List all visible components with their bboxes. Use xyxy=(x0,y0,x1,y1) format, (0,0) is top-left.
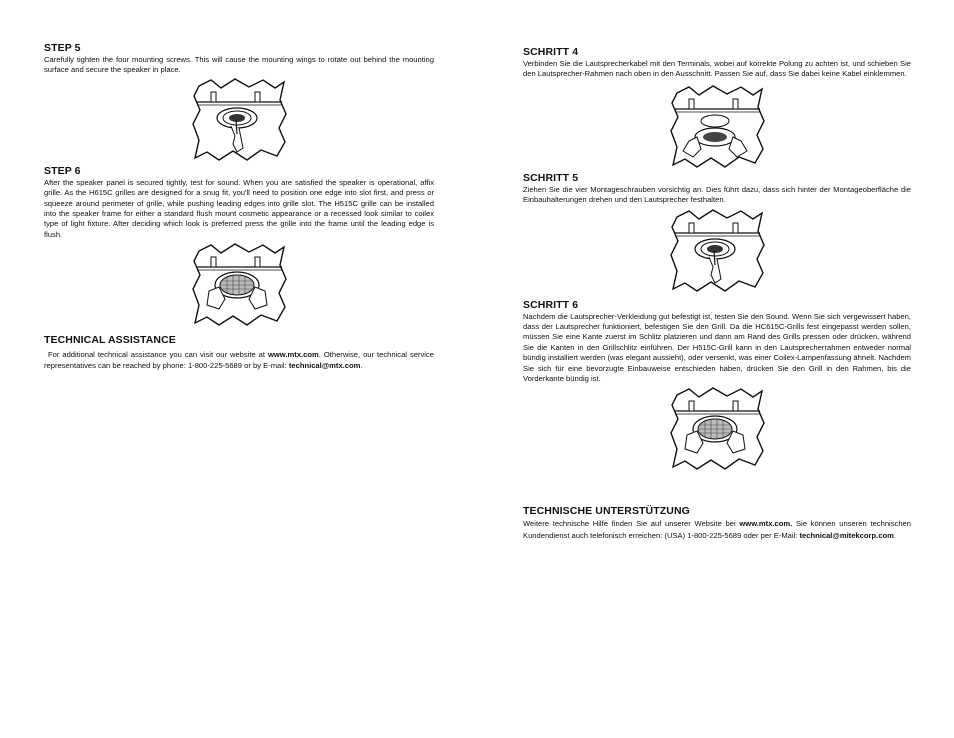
technical-assistance-section xyxy=(44,334,434,371)
technische-unterstuetzung-section xyxy=(523,505,911,541)
email-link-de[interactable]: technical@mitekcorp.com xyxy=(799,530,894,540)
schritt-6-heading: SCHRITT 6 xyxy=(523,298,579,311)
speaker-insert-illustration xyxy=(669,85,765,169)
left-column xyxy=(44,42,434,371)
schritt-6-text: Nachdem die Lautsprecher-Verkleidung gut befestigt ist, testen Sie den Sound. Wenn Sie sich vergewissert haben, dass der Lautsprecher funktioniert, befestigen Sie den Grill. Da die HC615C-Grills fest eingepasst werden sollen, müssen Sie eine Kante zuerst im Schlitz platzieren und dann am Rand des Grills pressen oder drücken, während Sie die Kanten in den Grillschlitz einführen. Der H515C-Grill kann in den Lautsprecherrahmen entweder normal bündig installiert werden (was elegant aussieht), oder versenkt, was einer Coilex-Lampenfassung ähnelt. Nachdem Sie sich für eine bevorzugte Einbauweise entschieden haben, drücken Sie den Grill in den Rahmen, bis die Vorderkante bündig ist. xyxy=(523,311,911,384)
schritt-4-text: Verbinden Sie die Lautsprecherkabel mit den Terminals, wobei auf korrekte Polung zu achten ist, und schieben Sie den Lautsprecher-Rahmen nach oben in den Ausschnitt. Passen Sie auf, dass Sie dabei keine Kabel einklemmen. xyxy=(523,59,911,79)
schritt-5-section xyxy=(523,172,911,293)
grille-install-illustration-de xyxy=(669,387,765,471)
step-5-heading: STEP 5 xyxy=(44,42,81,54)
schritt-4-section xyxy=(523,46,911,169)
step-6-section xyxy=(44,165,434,327)
step-5-text: Carefully tighten the four mounting screws. This will cause the mounting wings to rotate out behind the mounting surface and secure the speaker in place. xyxy=(44,55,434,75)
screw-tightening-illustration-de xyxy=(669,209,765,293)
schritt-5-text: Ziehen Sie die vier Montageschrauben vorsichtig an. Dies führt dazu, dass sich hinter der Montageoberfläche die Einbauhalterungen drehen und den Lautsprecher festhalten. xyxy=(523,184,911,205)
website-link-de[interactable]: www.mtx.com. xyxy=(739,519,793,529)
schritt-6-section xyxy=(523,299,911,472)
step-6-heading: STEP 6 xyxy=(44,164,81,177)
technical-assistance-text: For additional technical assistance you can visit our website at www.mtx.com. Otherwise, our technical service representatives can be reached by phone: 1-800-225-5689 or by E-mail: technical@mtx.com. xyxy=(44,350,435,370)
email-link[interactable]: technical@mtx.com xyxy=(288,360,361,370)
step-5-section xyxy=(44,42,434,162)
technical-assistance-heading: TECHNICAL ASSISTANCE xyxy=(44,334,176,347)
grille-install-illustration xyxy=(191,243,287,327)
technische-unterstuetzung-heading: TECHNISCHE UNTERSTÜTZUNG xyxy=(523,505,690,518)
schritt-5-heading: SCHRITT 5 xyxy=(523,171,579,184)
right-column xyxy=(523,46,911,541)
website-link[interactable]: www.mtx.com xyxy=(267,350,319,360)
step-6-text: After the speaker panel is secured tightly, test for sound. When you are satisfied the speaker is operational, affix grille. As the H615C grilles are designed for a snug fit, you'll need to position one edge into slot first, and press or squeeze around perimeter of grille, while pushing leading edges into grille slot. The H515C grille can be installed into the speaker frame for either a standard flush mount cosmetic appearance or a recessed look similar to coilex type of light fixture. After deciding which look is preferred press the grille into the frame until the leading edge is flush. xyxy=(44,177,434,239)
schritt-4-heading: SCHRITT 4 xyxy=(523,46,579,58)
technische-unterstuetzung-text: Weitere technische Hilfe finden Sie auf unserer Website bei www.mtx.com. Sie können unseren technischen Kundendienst auch telefonisch erreichen: (USA) 1-800-225-5689 oder per E-Mail: technical@mitekcorp.com. xyxy=(523,519,911,540)
screw-tightening-illustration xyxy=(191,78,287,162)
